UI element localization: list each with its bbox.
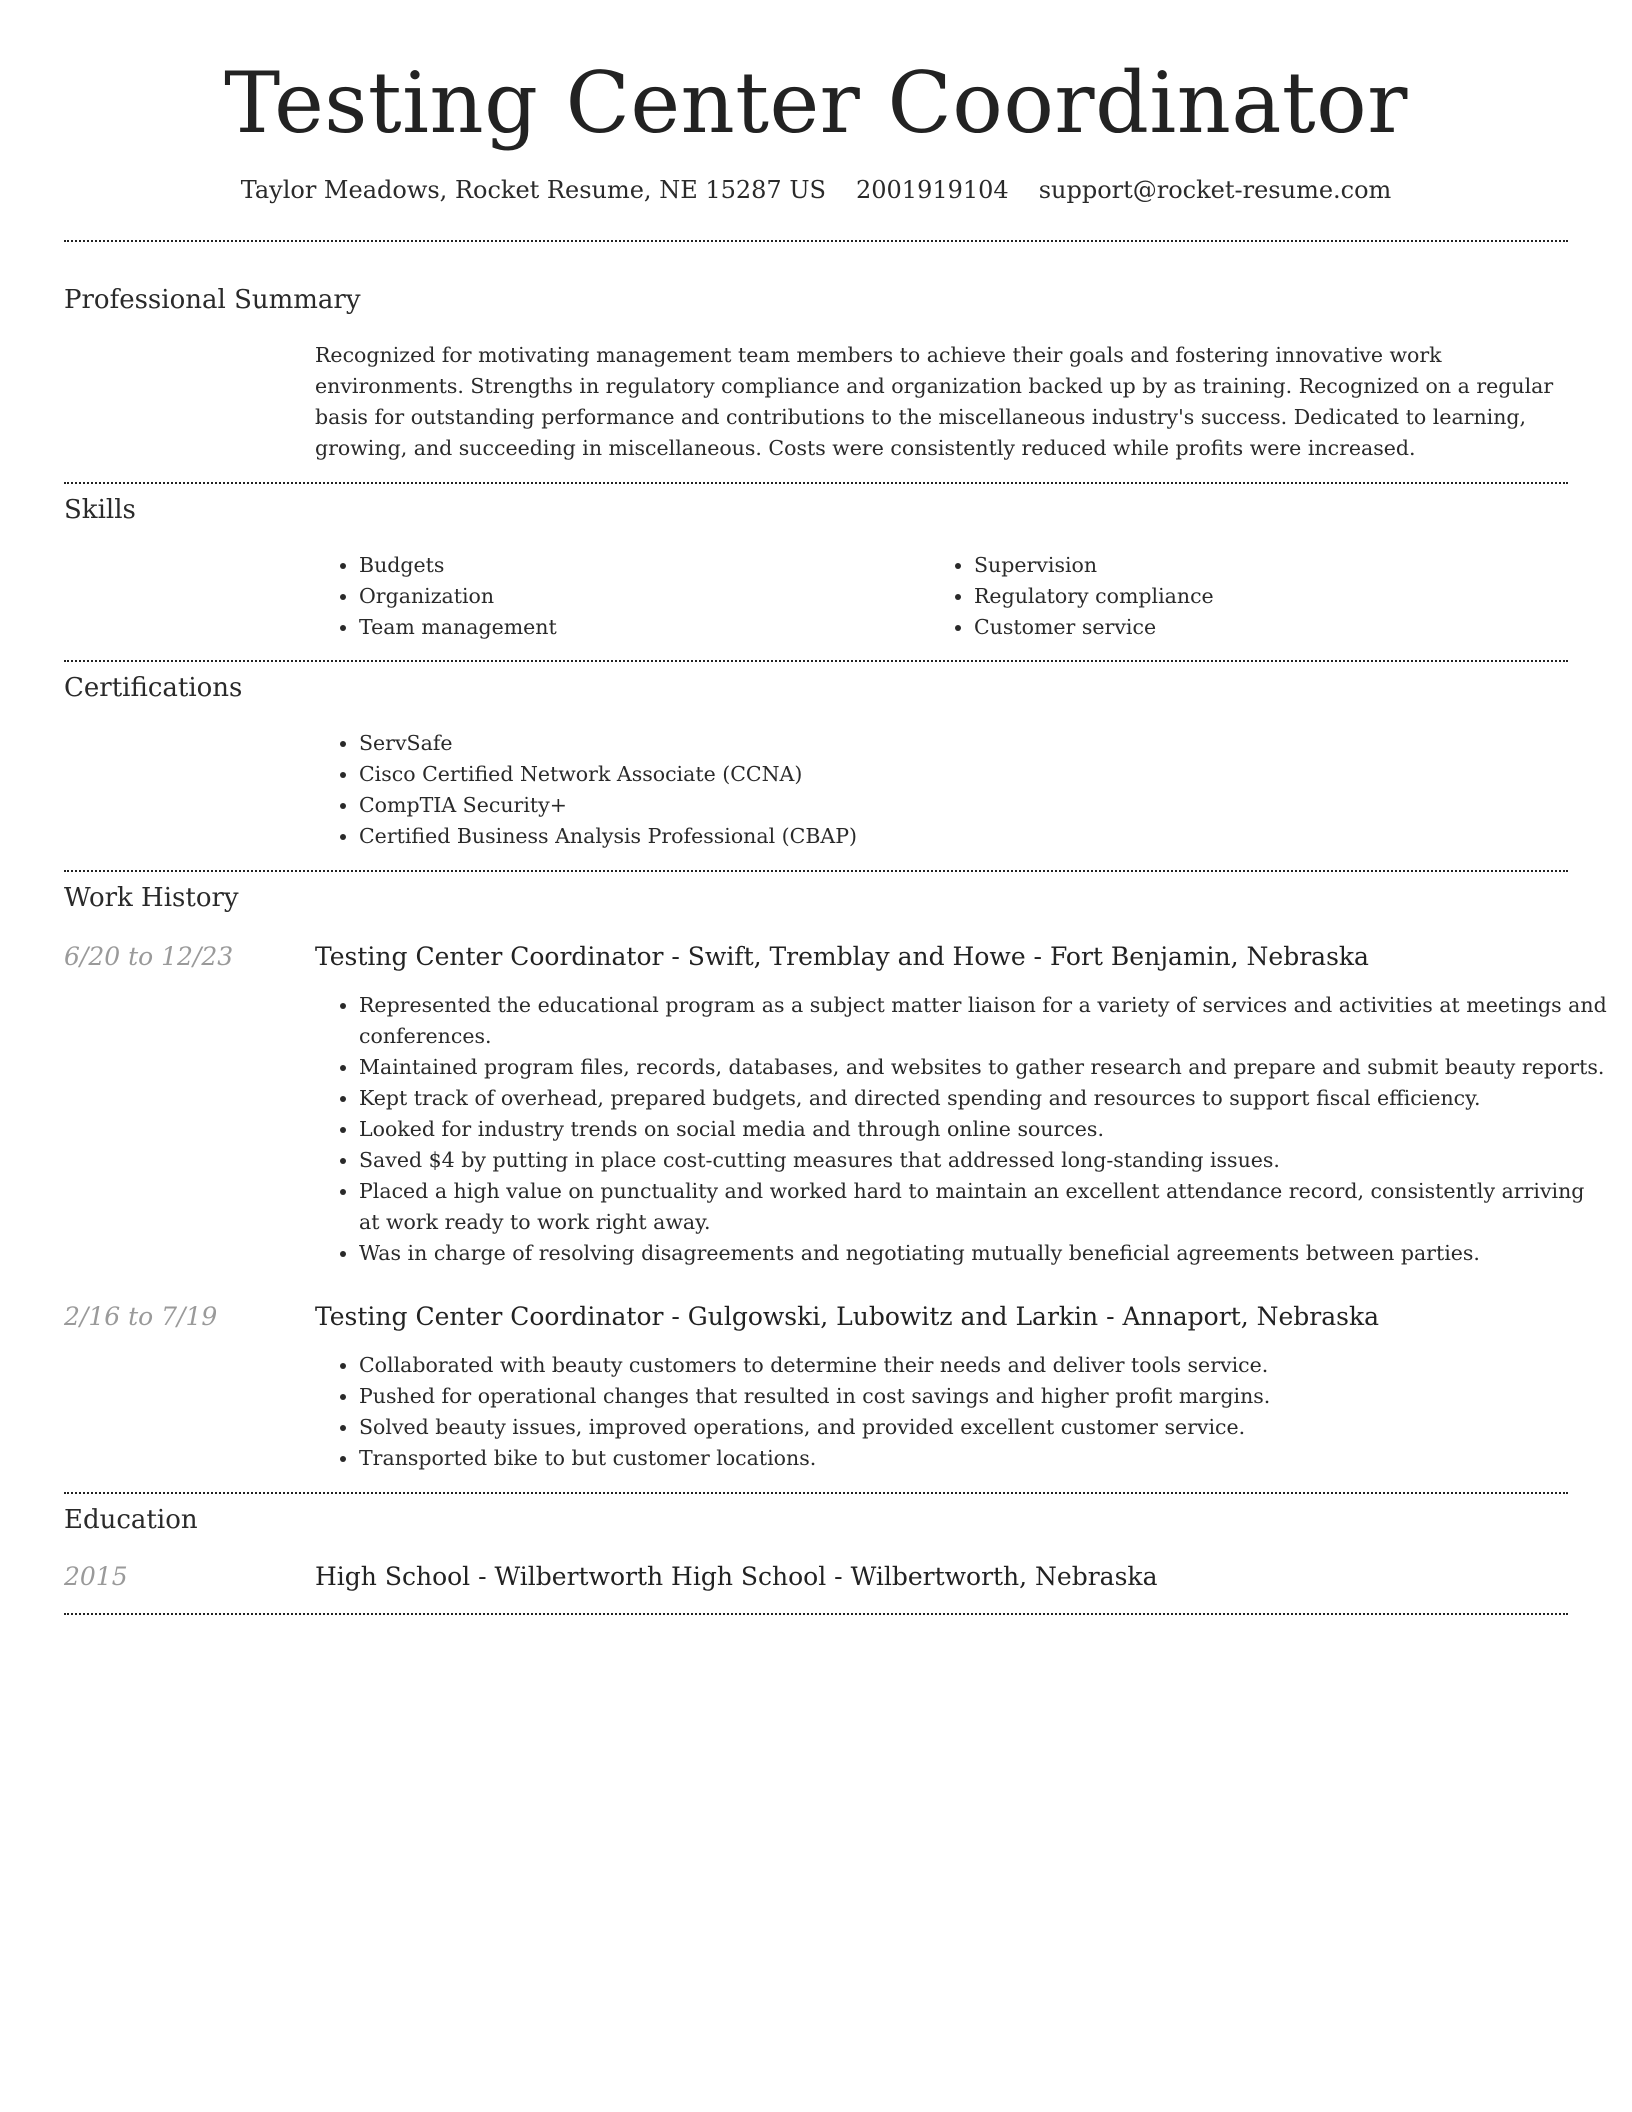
job-bullets [315, 990, 1609, 1269]
certifications-list [315, 728, 1559, 852]
job-bullet: • Represented the educational program as a subject matter liaison for a variety of services and activities at meetings and conferences. [359, 990, 1609, 1052]
job-bullet: • Placed a high value on punctuality and worked hard to maintain an excellent attendance record, consistently arriving at work ready to work right away. [359, 1176, 1609, 1238]
summary-heading: Professional Summary [64, 285, 361, 315]
skills-list-left [315, 550, 919, 643]
certification-item: • Certified Business Analysis Professional (CBAP) [359, 821, 1559, 852]
job-bullet: • Maintained program files, records, databases, and websites to gather research and prepare and submit beauty reports. [359, 1052, 1609, 1083]
job-bullet: • Saved $4 by putting in place cost-cutting measures that addressed long-standing issues. [359, 1145, 1609, 1176]
certification-item: • Cisco Certified Network Associate (CCNA) [359, 759, 1559, 790]
contact-address: Taylor Meadows, Rocket Resume, NE 15287 US [240, 176, 826, 204]
divider [64, 1613, 1568, 1615]
resume-name-title: Testing Center Coordinator [224, 54, 1408, 152]
education-entry: High School - Wilbertworth High School - Wilbertworth, Nebraska [315, 1562, 1158, 1591]
education-heading: Education [64, 1505, 198, 1535]
skill-item: • Regulatory compliance [974, 581, 1574, 612]
contact-email[interactable]: support@rocket-resume.com [1038, 176, 1392, 204]
divider [64, 1492, 1568, 1494]
divider [64, 240, 1568, 242]
job-dates: 6/20 to 12/23 [64, 942, 234, 971]
job-bullet: • Looked for industry trends on social media and through online sources. [359, 1114, 1609, 1145]
skill-item: • Team management [359, 612, 919, 643]
job-bullet: • Kept track of overhead, prepared budgets, and directed spending and resources to support fiscal efficiency. [359, 1083, 1609, 1114]
skill-item: • Customer service [974, 612, 1574, 643]
certifications-heading: Certifications [64, 673, 243, 703]
job-bullet: • Was in charge of resolving disagreements and negotiating mutually beneficial agreements between parties. [359, 1238, 1609, 1269]
skills-heading: Skills [64, 495, 136, 525]
job-bullet: • Collaborated with beauty customers to determine their needs and deliver tools service. [359, 1350, 1609, 1381]
job-bullet: • Transported bike to but customer locations. [359, 1443, 1609, 1474]
contact-phone: 2001919104 [855, 176, 1009, 204]
certification-item: • CompTIA Security+ [359, 790, 1559, 821]
skill-item: • Supervision [974, 550, 1574, 581]
certification-item: • ServSafe [359, 728, 1559, 759]
job-bullet: • Pushed for operational changes that resulted in cost savings and higher profit margins. [359, 1381, 1609, 1412]
divider [64, 482, 1568, 484]
job-bullets [315, 1350, 1609, 1474]
contact-line [0, 170, 1632, 210]
job-title: Testing Center Coordinator - Swift, Tremblay and Howe - Fort Benjamin, Nebraska [315, 942, 1369, 971]
job-title: Testing Center Coordinator - Gulgowski, Lubowitz and Larkin - Annaport, Nebraska [315, 1302, 1380, 1331]
job-bullet: • Solved beauty issues, improved operations, and provided excellent customer service. [359, 1412, 1609, 1443]
education-year: 2015 [64, 1562, 128, 1591]
job-dates: 2/16 to 7/19 [64, 1302, 218, 1331]
summary-text: Recognized for motivating management team members to achieve their goals and fostering innovative work environments. Strengths in regulatory compliance and organization backed up by as training. Recognized on a regular basis for outstanding performance and contributions to the miscellaneous industry's success. Dedicated to learning, growing, and succeeding in miscellaneous. Costs were consistently reduced while profits were increased. [315, 343, 1554, 460]
skill-item: • Budgets [359, 550, 919, 581]
skill-item: • Organization [359, 581, 919, 612]
divider [64, 870, 1568, 872]
skills-list-right [930, 550, 1574, 643]
divider [64, 660, 1568, 662]
work-history-heading: Work History [64, 883, 239, 913]
